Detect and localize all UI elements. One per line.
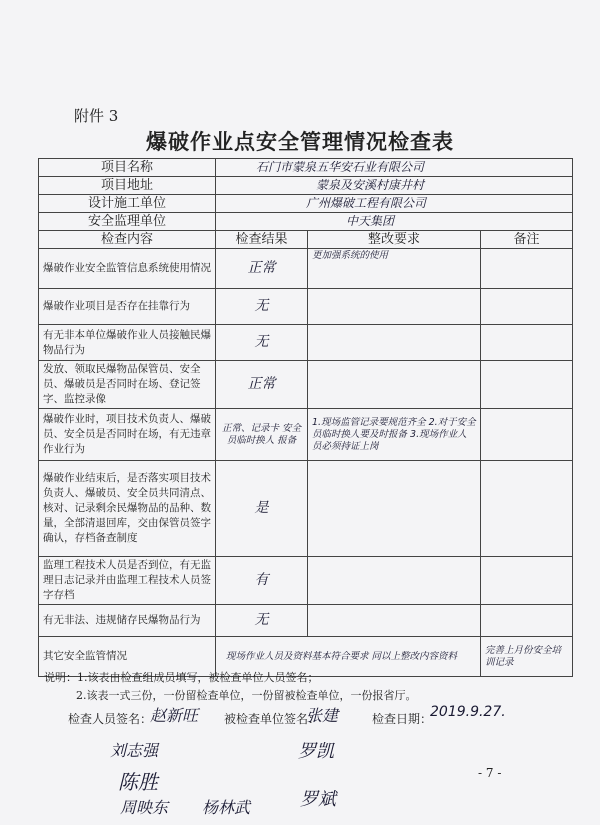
table-row bbox=[39, 249, 573, 289]
check-remark bbox=[481, 325, 573, 361]
extra-signature: 罗斌 bbox=[300, 789, 336, 810]
info-row bbox=[39, 177, 573, 195]
table-row bbox=[39, 461, 573, 557]
check-requirement bbox=[308, 361, 481, 409]
table-row bbox=[39, 325, 573, 361]
check-remark bbox=[481, 409, 573, 461]
check-remark bbox=[481, 249, 573, 289]
check-remark: 完善上月份安全培训记录 bbox=[481, 637, 573, 677]
extra-signature: 刘志强 bbox=[110, 741, 159, 760]
inspector-signature-label: 检查人员签名： bbox=[68, 712, 153, 726]
check-content: 有无非法、违规储存民爆物品行为 bbox=[39, 605, 216, 637]
table-row bbox=[39, 409, 573, 461]
check-remark bbox=[481, 605, 573, 637]
header-result: 检查结果 bbox=[216, 231, 308, 249]
info-value: 蒙泉及安溪村康井村 bbox=[216, 177, 573, 195]
extra-signature: 罗凯 bbox=[298, 741, 334, 762]
check-result: 正常、记录卡 安全员临时换人 报备 bbox=[216, 409, 308, 461]
check-content: 有无非本单位爆破作业人员接触民爆物品行为 bbox=[39, 325, 216, 361]
table-row bbox=[39, 557, 573, 605]
info-row bbox=[39, 195, 573, 213]
check-result: 有 bbox=[216, 557, 308, 605]
note-line: 2.该表一式三份，一份留检查单位，一份留被检查单位，一份报省厅。 bbox=[76, 689, 417, 702]
check-remark bbox=[481, 461, 573, 557]
note-line: 说明：1.该表由检查组成员填写，被检查单位人员签名； bbox=[44, 671, 319, 684]
info-value: 石门市蒙泉五华安石业有限公司 bbox=[216, 159, 573, 177]
header-content: 检查内容 bbox=[39, 231, 216, 249]
check-content: 发放、领取民爆物品保管员、安全员、爆破员是否同时在场、登记签字、监控录像 bbox=[39, 361, 216, 409]
check-requirement bbox=[308, 289, 481, 325]
date-value: 2019.9.27. bbox=[430, 704, 506, 720]
check-content: 爆破作业项目是否存在挂靠行为 bbox=[39, 289, 216, 325]
info-value: 中天集团 bbox=[216, 213, 573, 231]
inspection-table bbox=[38, 158, 573, 677]
header-remark: 备注 bbox=[481, 231, 573, 249]
page-number: - 7 - bbox=[478, 766, 502, 780]
check-content: 爆破作业结束后，是否落实项目技术负责人、爆破员、安全员共同清点、核对、记录剩余民爆物品的品种、数量，全部清退回库，交由保管员签字确认，存档备查制度 bbox=[39, 461, 216, 557]
info-label: 项目名称 bbox=[39, 159, 216, 177]
check-remark bbox=[481, 557, 573, 605]
info-label: 项目地址 bbox=[39, 177, 216, 195]
info-row bbox=[39, 213, 573, 231]
notes bbox=[44, 669, 417, 705]
check-result: 无 bbox=[216, 289, 308, 325]
check-content: 其它安全监管情况 bbox=[39, 637, 216, 677]
info-label: 设计施工单位 bbox=[39, 195, 216, 213]
check-remark bbox=[481, 289, 573, 325]
check-result: 现场作业人员及资料基本符合要求 同以上整改内容资料 bbox=[216, 637, 481, 677]
info-label: 安全监理单位 bbox=[39, 213, 216, 231]
inspected-signature: 张建 bbox=[306, 706, 339, 725]
page-title: 爆破作业点安全管理情况检查表 bbox=[146, 129, 454, 154]
inspected-signature-label: 被检查单位签名： bbox=[224, 712, 321, 726]
extra-signature: 陈胜 bbox=[118, 770, 158, 794]
check-result: 无 bbox=[216, 605, 308, 637]
check-requirement bbox=[308, 461, 481, 557]
info-row bbox=[39, 159, 573, 177]
table-header-row bbox=[39, 231, 573, 249]
check-content: 爆破作业安全监管信息系统使用情况 bbox=[39, 249, 216, 289]
table-row bbox=[39, 361, 573, 409]
check-content: 爆破作业时，项目技术负责人、爆破员、安全员是否同时在场，有无违章作业行为 bbox=[39, 409, 216, 461]
check-requirement: 更加强系统的使用 bbox=[308, 249, 481, 289]
extra-signature: 杨林武 bbox=[202, 798, 251, 817]
check-result: 是 bbox=[216, 461, 308, 557]
table-row bbox=[39, 605, 573, 637]
check-content: 监理工程技术人员是否到位，有无监理日志记录并由监理工程技术人员签字存档 bbox=[39, 557, 216, 605]
date-label: 检查日期： bbox=[372, 712, 433, 726]
header-requirement: 整改要求 bbox=[308, 231, 481, 249]
info-value: 广州爆破工程有限公司 bbox=[216, 195, 573, 213]
check-requirement bbox=[308, 605, 481, 637]
check-result: 无 bbox=[216, 325, 308, 361]
check-result: 正常 bbox=[216, 361, 308, 409]
check-requirement: 1.现场监管记录要规范齐全 2.对于安全员临时换人要及时报备 3.现场作业人员必须持证上岗 bbox=[308, 409, 481, 461]
table-row bbox=[39, 289, 573, 325]
check-requirement bbox=[308, 557, 481, 605]
attachment-label: 附件 3 bbox=[74, 107, 119, 125]
check-requirement bbox=[308, 325, 481, 361]
inspector-signature: 赵新旺 bbox=[150, 706, 199, 725]
check-remark bbox=[481, 361, 573, 409]
extra-signature: 周映东 bbox=[120, 798, 169, 817]
check-result: 正常 bbox=[216, 249, 308, 289]
